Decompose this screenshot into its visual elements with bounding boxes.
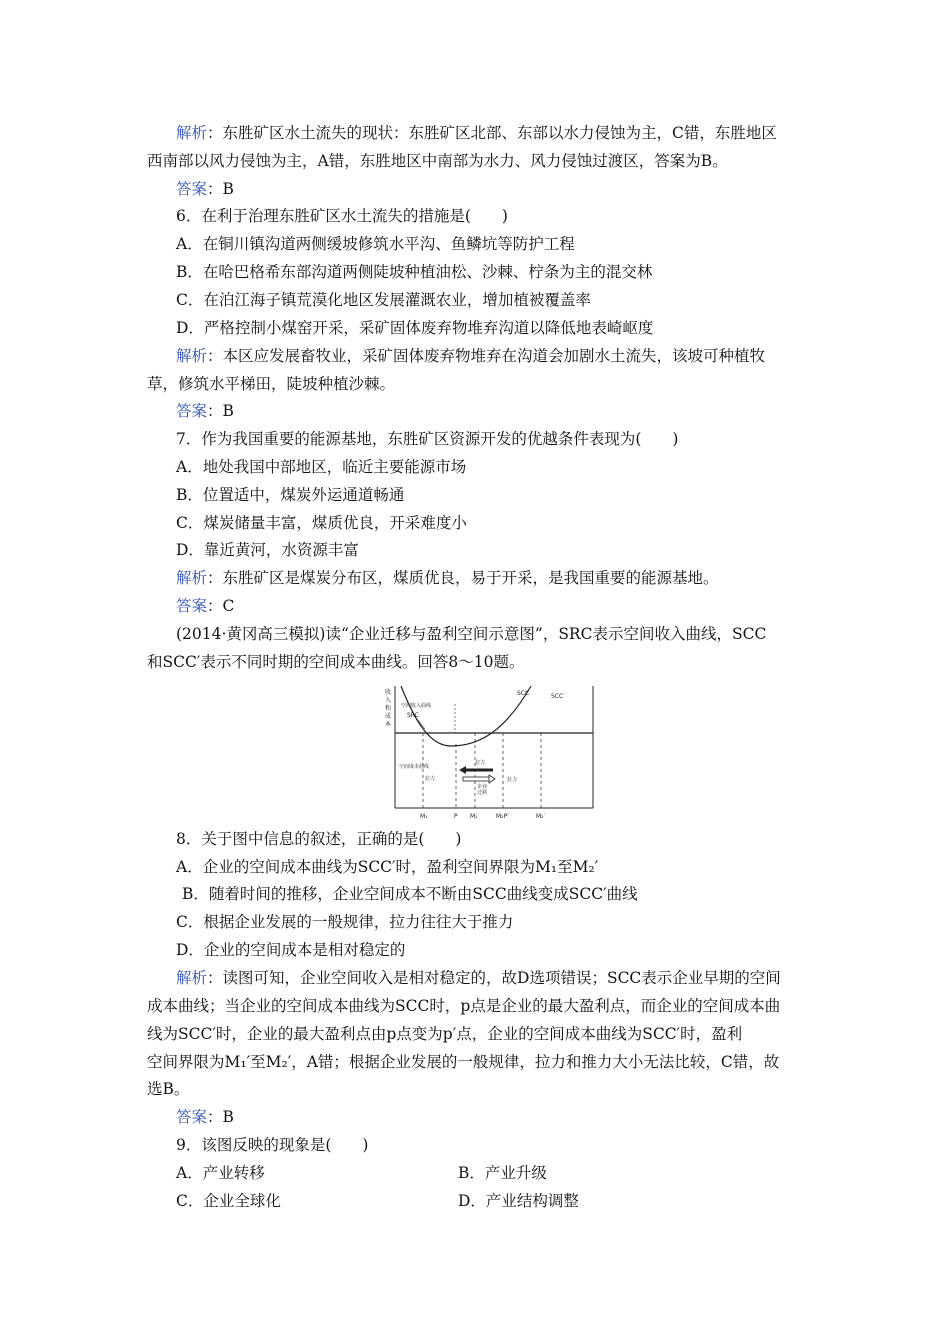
y-label-4: 成	[385, 713, 392, 720]
analysis-label: 解析	[176, 124, 208, 142]
q6-option-b: B．在哈巴格希东部沟道两侧陡坡种植油松、沙棘、柠条为主的混交林	[176, 263, 653, 281]
figure-svg	[381, 684, 595, 826]
q8-stem: 8．关于图中信息的叙述，正确的是( )	[176, 830, 462, 848]
q5-analysis-line1: 解析：东胜矿区水土流失的现状：东胜矿区北部、东部以水力侵蚀为主，C错，东胜地区	[176, 124, 777, 142]
q8-option-c: C．根据企业发展的一般规律，拉力往往大于推力	[176, 913, 514, 931]
x-label-m1: M₁	[420, 813, 428, 820]
scc-curve	[401, 686, 531, 746]
q7-answer: 答案：C	[176, 597, 235, 615]
q6-analysis-line1: 解析：本区应发展畜牧业，采矿固体废弃物堆弃在沟道会加剧水土流失，该坡可种植牧	[176, 347, 766, 365]
y-label-1: 收	[385, 689, 392, 696]
migrate-label-2: 迁移	[477, 790, 488, 796]
q6-analysis-line2: 草，修筑水平梯田，陡坡种植沙棘。	[147, 375, 396, 393]
scc2-label: SCC′	[551, 693, 565, 700]
q9-option-c: C．企业全球化	[176, 1192, 281, 1210]
q5-answer: 答案：B	[176, 180, 234, 198]
x-label-m1prime: M₁′	[470, 813, 479, 820]
src-name-label: 空间收入曲线	[401, 703, 432, 709]
y-label-2: 入	[385, 697, 392, 704]
src-label: SRC	[407, 712, 419, 719]
y-label-3: 和	[385, 705, 392, 712]
q7-option-c: C．煤炭储量丰富，煤质优良，开采难度小	[176, 514, 467, 532]
q8-answer: 答案：B	[176, 1108, 234, 1126]
pull-left-label: 拉力	[425, 776, 436, 782]
migrate-arrow	[463, 777, 491, 781]
q7-stem: 7．作为我国重要的能源基地，东胜矿区资源开发的优越条件表现为( )	[176, 430, 679, 448]
scc-label: SCC	[517, 690, 530, 697]
q8-option-b: B．随着时间的推移，企业空间成本不断由SCC曲线变成SCC′曲线	[182, 885, 638, 903]
q9-stem: 9．该图反映的现象是( )	[176, 1136, 369, 1154]
q7-option-d: D．靠近黄河，水资源丰富	[176, 541, 359, 559]
q9-options-row1	[176, 1163, 776, 1183]
x-label-p: P	[454, 813, 458, 820]
q8-analysis-line1: 解析：读图可知，企业空间收入是相对稳定的，故D选项错误；SCC表示企业早期的空间	[176, 969, 781, 987]
analysis-label: 解析	[176, 569, 208, 587]
answer-label: 答案	[176, 597, 208, 615]
q8-option-d: D．企业的空间成本是相对稳定的	[176, 941, 406, 959]
analysis-label: 解析	[176, 969, 208, 987]
pull-mid-label: 拉力	[475, 760, 486, 766]
q8-analysis-line4: 空间界限为M₁′至M₂′，A错；根据企业发展的一般规律，拉力和推力大小无法比较，C错，故	[147, 1053, 780, 1071]
cost-curve-label: 空间成本曲线	[399, 764, 430, 770]
analysis-label: 解析	[176, 347, 208, 365]
q9-option-a: A．产业转移	[176, 1164, 265, 1182]
y-label-5: 本	[385, 721, 392, 728]
q7-option-b: B．位置适中，煤炭外运通道畅通	[176, 486, 405, 504]
q6-stem: 6．在利于治理东胜矿区水土流失的措施是( )	[176, 207, 508, 225]
migrate-label-1: 企业	[477, 784, 488, 790]
x-label-m2p: M₂P′	[496, 813, 509, 820]
migration-profit-figure	[381, 684, 595, 826]
q9-options-row2	[176, 1191, 776, 1211]
q8-analysis-line5: 选B。	[147, 1080, 190, 1098]
q9-option-b: B．产业升级	[458, 1164, 547, 1182]
x-label-m2prime: M₂′	[536, 813, 545, 820]
q5-analysis-line2: 西南部以风力侵蚀为主，A错，东胜地区中南部为水力、风力侵蚀过渡区，答案为B。	[147, 152, 728, 170]
intro-line1: (2014·黄冈高三模拟)读“企业迁移与盈利空间示意图”，SRC表示空间收入曲线，SCC	[176, 625, 767, 643]
answer-label: 答案	[176, 402, 208, 420]
answer-label: 答案	[176, 180, 208, 198]
q8-option-a: A．企业的空间成本曲线为SCC′时，盈利空间界限为M₁至M₂′	[176, 858, 599, 876]
q7-option-a: A．地处我国中部地区，临近主要能源市场	[176, 458, 467, 476]
q6-option-a: A．在铜川镇沟道两侧缓坡修筑水平沟、鱼鳞坑等防护工程	[176, 235, 575, 253]
q8-analysis-line3: 线为SCC′时，企业的最大盈利点由p点变为p′点，企业的空间成本曲线为SCC′时，盈利	[147, 1025, 743, 1043]
answer-label: 答案	[176, 1108, 208, 1126]
q8-analysis-line2: 成本曲线；当企业的空间成本曲线为SCC时，p点是企业的最大盈利点，而企业的空间成本曲	[147, 997, 781, 1015]
q7-analysis: 解析：东胜矿区是煤炭分布区，煤质优良，易于开采，是我国重要的能源基地。	[176, 569, 719, 587]
q6-answer: 答案：B	[176, 402, 234, 420]
q6-option-d: D．严格控制小煤窑开采，采矿固体废弃物堆弃沟道以降低地表崎岖度	[176, 319, 654, 337]
q9-option-d: D．产业结构调整	[458, 1192, 579, 1210]
intro-line2: 和SCC′表示不同时期的空间成本曲线。回答8～10题。	[147, 653, 525, 671]
q6-option-c: C．在泊江海子镇荒漠化地区发展灌溉农业，增加植被覆盖率	[176, 291, 591, 309]
pull-right-label: 拉力	[507, 777, 518, 783]
